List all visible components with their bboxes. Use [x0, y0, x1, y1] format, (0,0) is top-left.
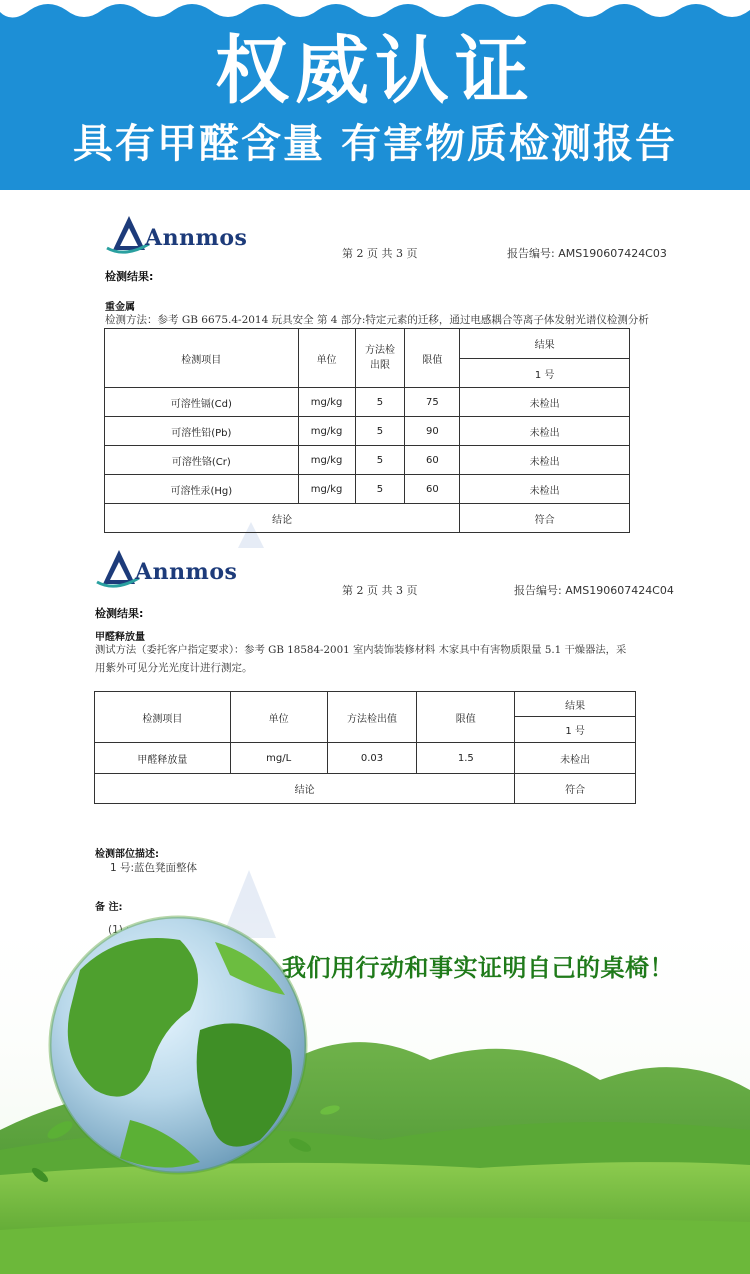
cell-result: 未检出	[460, 417, 630, 446]
test-method-line2: 用紫外可见分光光度计进行测定。	[95, 662, 253, 674]
position-text: 1 号:蓝色凳面整体	[110, 862, 198, 874]
logo-text: Annmos	[135, 559, 238, 585]
cell-mdl: 5	[355, 446, 405, 475]
cell-result: 未检出	[460, 388, 630, 417]
cell-limit: 1.5	[417, 743, 515, 774]
cell-limit: 75	[405, 388, 460, 417]
cell-limit: 60	[405, 475, 460, 504]
table-row	[105, 475, 630, 504]
cell-mdl: 5	[355, 388, 405, 417]
cell-unit: mg/kg	[298, 475, 355, 504]
header-item: 检测项目	[95, 692, 231, 743]
section-title: 重金属	[105, 302, 135, 313]
header-item: 检测项目	[105, 329, 299, 388]
header-result: 结果	[460, 329, 630, 359]
position-title: 检测部位描述:	[95, 849, 159, 860]
header-result: 结果	[515, 692, 636, 717]
test-method: 检测方法：参考 GB 6675.4-2014 玩具安全 第 4 部分:特定元素的迁移，通过电感耦合等离子体发射光谱仪检测分析	[105, 314, 649, 326]
cell-item: 可溶性镉(Cd)	[105, 388, 299, 417]
cell-result: 未检出	[460, 475, 630, 504]
wave-decoration	[0, 0, 750, 30]
result-heading: 检测结果:	[105, 270, 154, 283]
annmos-logo	[95, 548, 237, 590]
cell-item: 甲醛释放量	[95, 743, 231, 774]
report-number: 报告编号: AMS190607424C04	[514, 584, 674, 597]
table-row	[105, 446, 630, 475]
header-sample: 1 号	[460, 359, 630, 388]
table-row	[105, 388, 630, 417]
header-unit: 单位	[298, 329, 355, 388]
result-heading: 检测结果:	[95, 607, 144, 620]
cell-item: 可溶性汞(Hg)	[105, 475, 299, 504]
cell-mdl: 5	[355, 417, 405, 446]
conclusion-row	[105, 504, 630, 533]
slogan: 我们用行动和事实证明自己的桌椅！	[282, 954, 674, 982]
cell-result: 未检出	[460, 446, 630, 475]
header-limit: 限值	[405, 329, 460, 388]
cell-mdl: 0.03	[327, 743, 417, 774]
banner-title: 权威认证	[215, 28, 535, 114]
header-limit: 限值	[417, 692, 515, 743]
test-method-line1: 测试方法（委托客户指定要求）：参考 GB 18584-2001 室内装饰装修材料 木家具中有害物质限量 5.1 干燥器法，采	[95, 644, 627, 656]
page-info: 第 2 页 共 3 页	[342, 247, 418, 260]
conclusion-label: 结论	[105, 504, 460, 533]
conclusion-value: 符合	[460, 504, 630, 533]
conclusion-label: 结论	[95, 774, 515, 804]
cell-unit: mg/kg	[298, 417, 355, 446]
cell-item: 可溶性铬(Cr)	[105, 446, 299, 475]
section-title: 甲醛释放量	[95, 632, 145, 643]
header-banner	[0, 0, 750, 190]
page-info: 第 2 页 共 3 页	[342, 584, 418, 597]
annmos-logo	[105, 214, 247, 256]
cell-limit: 60	[405, 446, 460, 475]
cell-unit: mg/L	[230, 743, 327, 774]
conclusion-value: 符合	[515, 774, 636, 804]
formaldehyde-table	[94, 691, 636, 804]
header-sample: 1 号	[515, 717, 636, 743]
header-mdl: 方法检出限	[355, 329, 405, 388]
cell-unit: mg/kg	[298, 388, 355, 417]
heavy-metal-table	[104, 328, 630, 533]
cell-limit: 90	[405, 417, 460, 446]
cell-mdl: 5	[355, 475, 405, 504]
logo-text: Annmos	[145, 225, 248, 251]
table-row	[105, 417, 630, 446]
cell-item: 可溶性铅(Pb)	[105, 417, 299, 446]
cell-unit: mg/kg	[298, 446, 355, 475]
report-number: 报告编号: AMS190607424C03	[507, 247, 667, 260]
conclusion-row	[95, 774, 636, 804]
header-unit: 单位	[230, 692, 327, 743]
banner-subtitle: 具有甲醛含量 有害物质检测报告	[73, 121, 677, 167]
table-row	[95, 743, 636, 774]
cell-result: 未检出	[515, 743, 636, 774]
header-mdl: 方法检出值	[327, 692, 417, 743]
